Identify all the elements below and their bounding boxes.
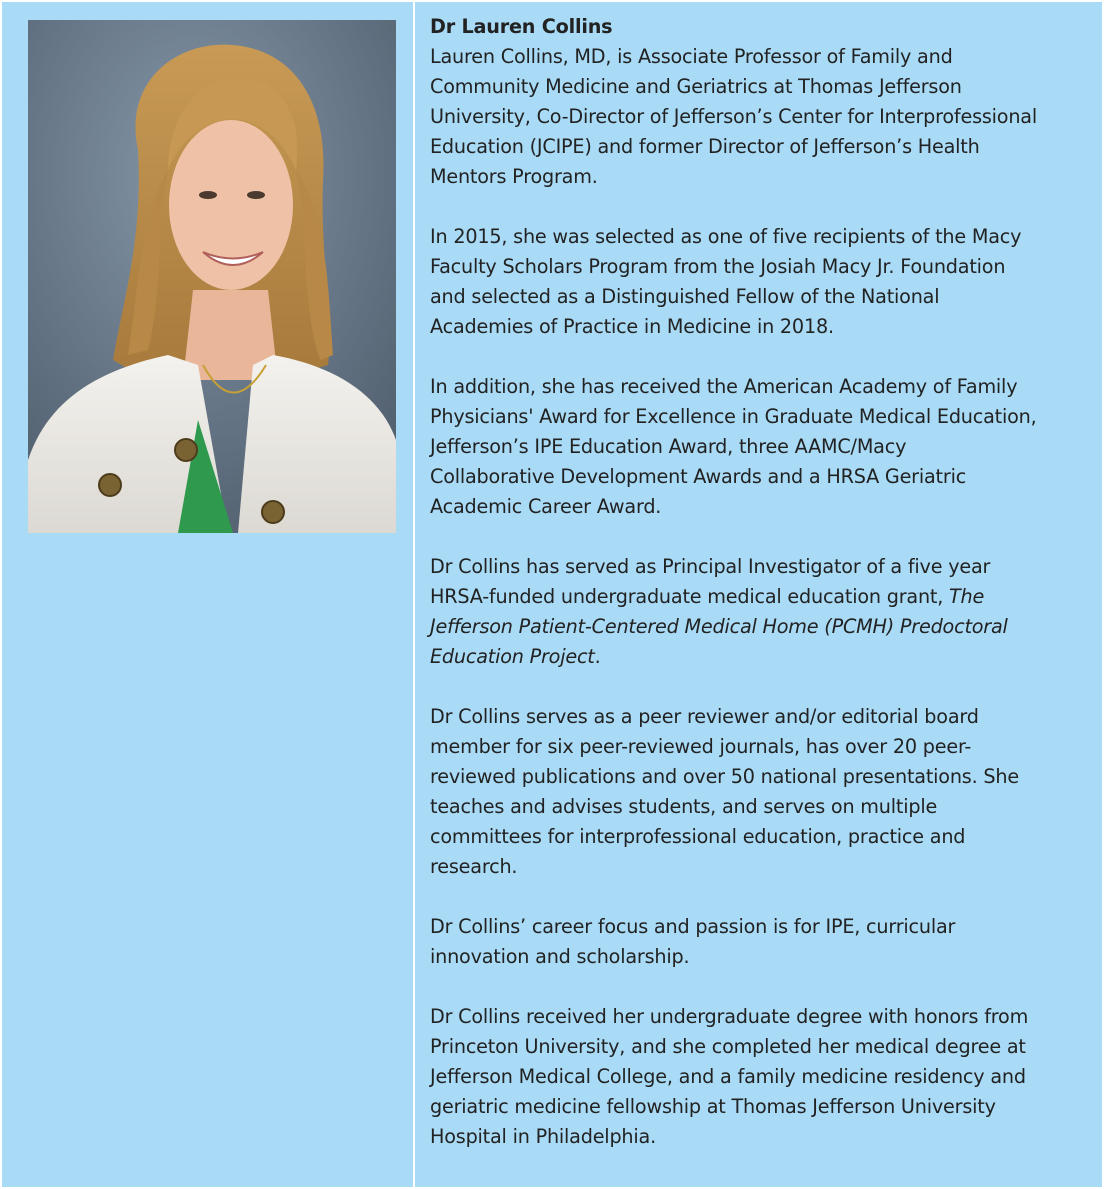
- photo-column: [2, 2, 413, 1187]
- bio-paragraph-1: Lauren Collins, MD, is Associate Professor of Family and Community Medicine and Geriatrics at Thomas Jefferson University, Co-Director of Jefferson’s Center for Interprofessional Education (JCIPE) and former Director of Jefferson’s Health Mentors Program.: [430, 45, 1037, 188]
- column-divider: [413, 2, 415, 1187]
- bio-text: [430, 12, 1094, 1182]
- bio-paragraph-7: Dr Collins received her undergraduate degree with honors from Princeton University, and she completed her medical degree at Jefferson Medical College, and a family medicine residency and geriatric medicine fellowship at Thomas Jefferson University Hospital in Philadelphia.: [430, 1005, 1029, 1148]
- bio-paragraph-6: Dr Collins’ career focus and passion is for IPE, curricular innovation and scholarship.: [430, 915, 956, 968]
- bio-paragraph-5: Dr Collins serves as a peer reviewer and/or editorial board member for six peer-reviewed journals, has over 20 peer- reviewed publications and over 50 national presentations. She teaches and advises students, and serves on multiple committees for interprofessional education, practice and research.: [430, 705, 1019, 878]
- bio-paragraph-3: In addition, she has received the American Academy of Family Physicians' Award for Excellence in Graduate Medical Education, Jefferson’s IPE Education Award, three AAMC/Macy Collaborative Development Awards and a HRSA Geriatric Academic Career Award.: [430, 375, 1037, 518]
- portrait-illustration: [28, 20, 396, 533]
- bio-paragraph-4: [430, 552, 1094, 672]
- portrait-photo: [28, 20, 396, 533]
- bio-paragraph-2: In 2015, she was selected as one of five recipients of the Macy Faculty Scholars Program from the Josiah Macy Jr. Foundation and selected as a Distinguished Fellow of the National Academies of Practice in Medicine in 2018.: [430, 225, 1022, 338]
- grant-title: The Jefferson Patient-Centered Medical Home (PCMH) Predoctoral Education Project: [430, 585, 1008, 668]
- bio-name: Dr Lauren Collins: [430, 15, 613, 38]
- pi-text-before: Dr Collins has served as Principal Investigator of a five year HRSA-funded undergraduate medical education grant,: [430, 555, 991, 608]
- pi-text-after: .: [594, 645, 601, 668]
